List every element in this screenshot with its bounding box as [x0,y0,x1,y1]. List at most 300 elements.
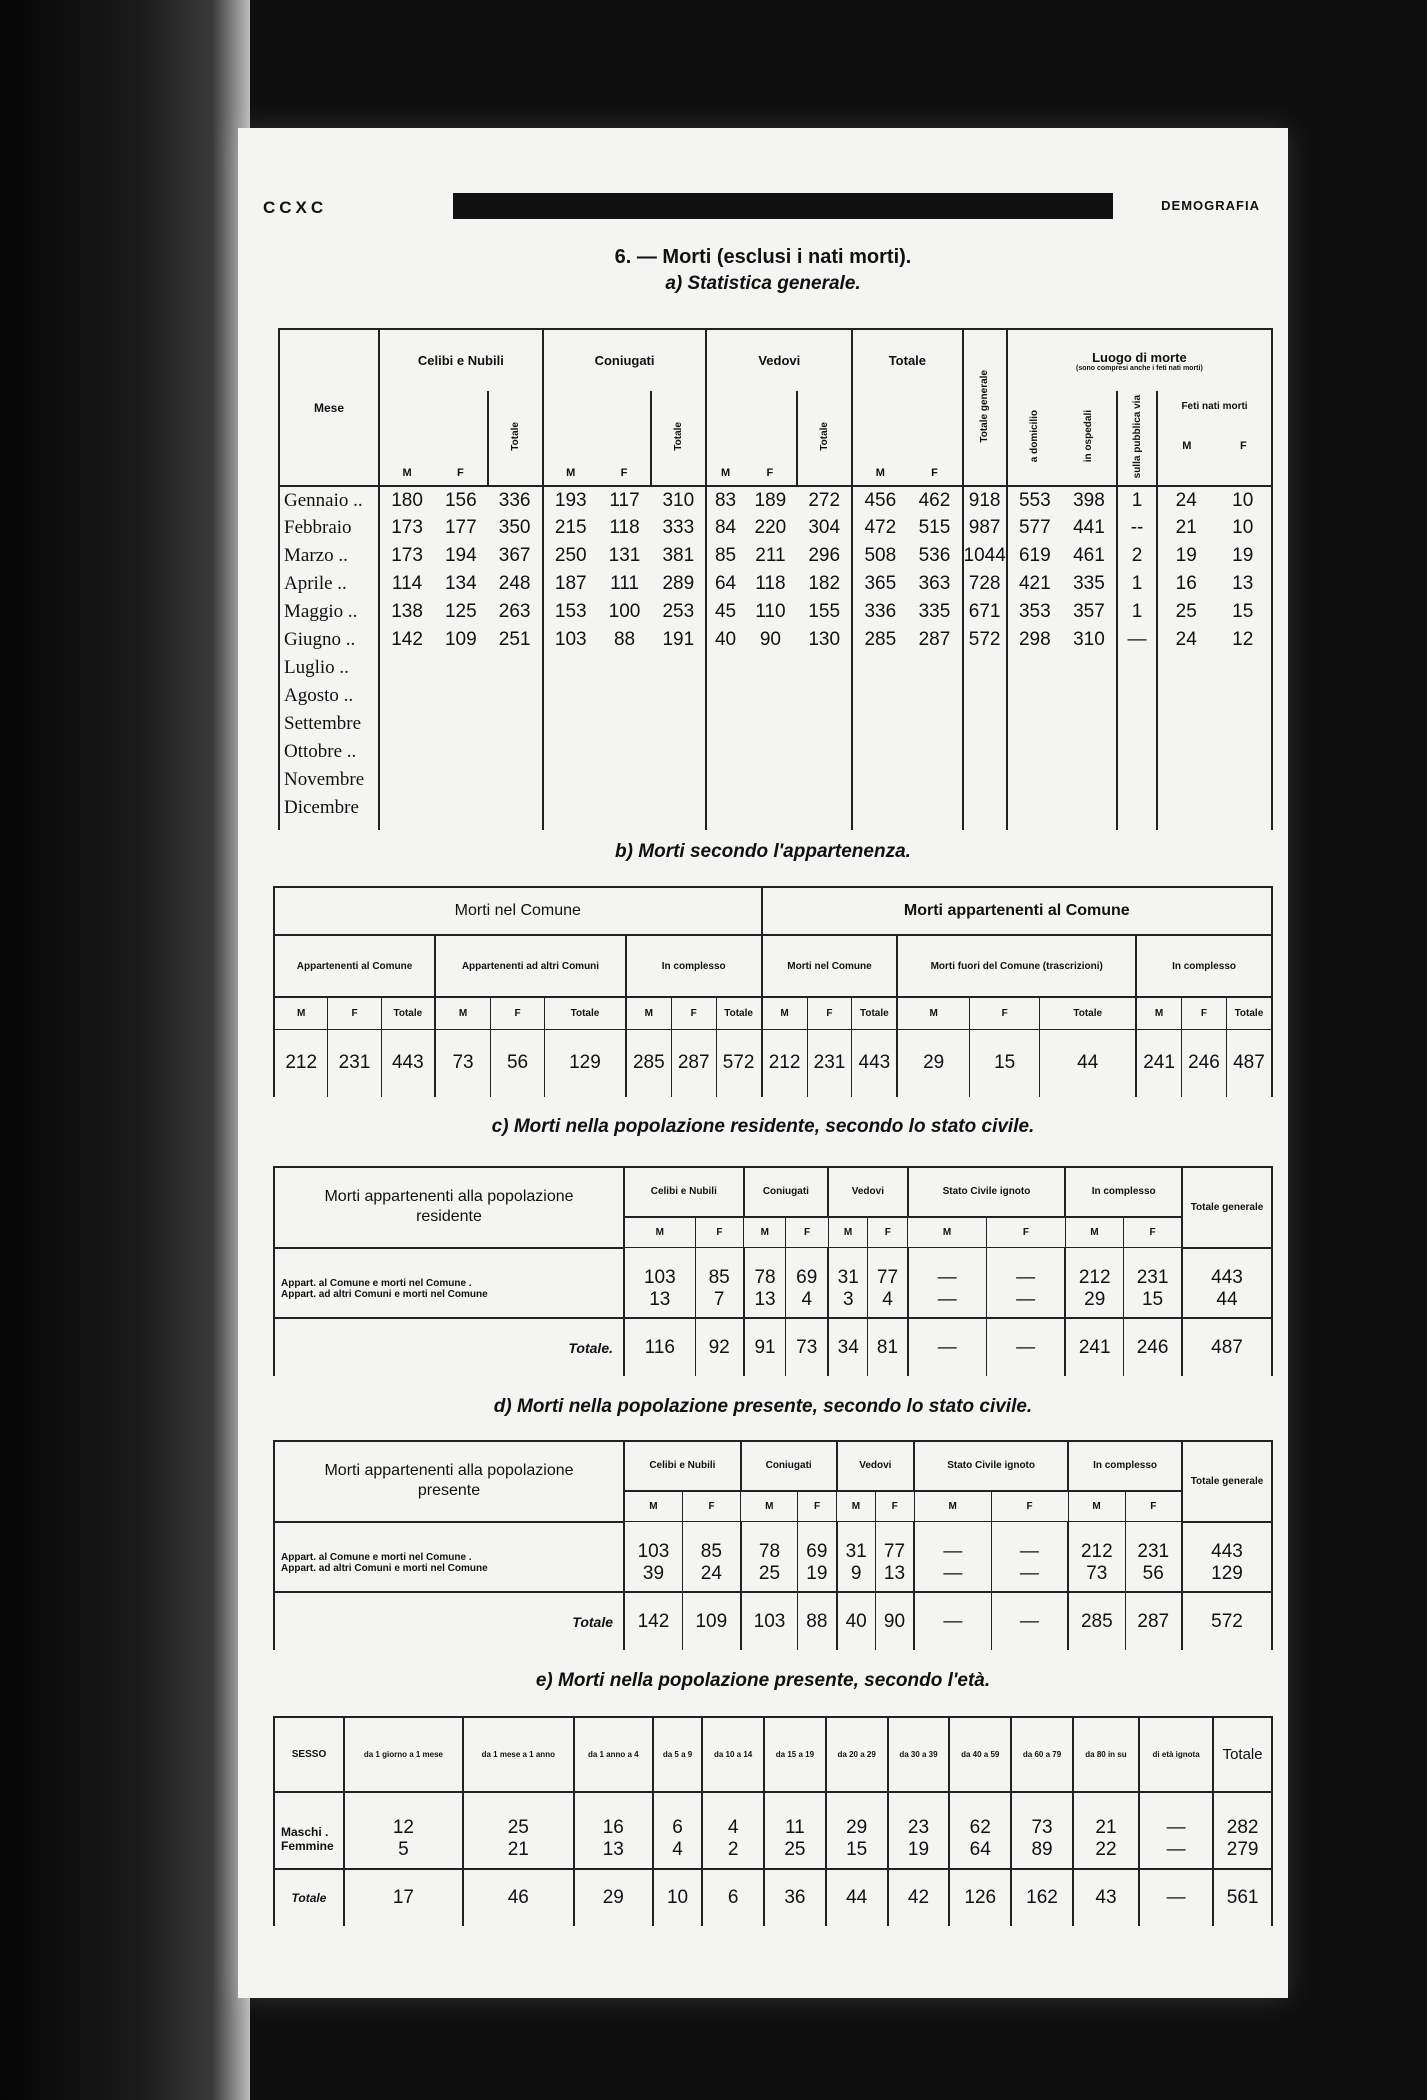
cell-value [706,682,743,710]
filler-cell [651,822,706,830]
cell-value [1157,682,1214,710]
col-mese: Mese [279,329,379,486]
month-label: Giugno .. [279,626,379,654]
cell-value: — [1139,1839,1213,1869]
table-d-body [274,1522,1272,1650]
cell-value [1117,710,1157,738]
month-row [279,514,1272,542]
cell-value: 125 [444,601,477,622]
total-value: 88 [798,1592,837,1650]
cell-value: 15 [826,1839,888,1869]
total-value: 561 [1213,1869,1272,1926]
cell-value [1157,710,1214,738]
cell-value [852,654,907,682]
cell-value: 211 [755,545,786,566]
cell-value: 15 [1214,598,1272,626]
cell-value: 443 [852,1029,897,1097]
cell-value: 212 [1068,1522,1125,1563]
header-ornament-bar [453,193,1113,219]
col-head: Totale [545,997,626,1029]
cell-value [963,766,1007,794]
scan-shadow [0,0,250,2100]
cell-value: 333 [662,517,695,538]
month-label: Novembre [279,766,379,794]
sub-m: M [828,1217,868,1248]
cell-value: 246 [1182,1029,1227,1097]
cell-value: 4 [868,1289,908,1318]
cell-value: 194 [444,545,477,566]
total-value: — [991,1592,1068,1650]
cell-value: 215 [543,514,598,542]
sub-m: M [837,1491,876,1522]
cell-value [379,654,434,682]
cell-value: 365 [852,570,907,598]
cell-value: 5 [344,1839,463,1869]
age-class: da 1 giorno a 1 mese [344,1717,463,1792]
table-c-body [274,1248,1272,1376]
cell-value [706,766,743,794]
cell-value: 441 [1073,517,1105,538]
cell-value [488,794,543,822]
cell-value: 39 [624,1563,682,1592]
cell-value: 4 [702,1792,764,1839]
cell-value: 29 [897,1029,969,1097]
cell-value: 13 [1214,570,1272,598]
month-row [279,570,1272,598]
group-morti-appartenenti: Morti appartenenti al Comune [762,887,1272,935]
cell-value: 335 [1073,573,1105,594]
cell-value [651,654,706,682]
sub-m: M [908,1217,987,1248]
cell-value: 12 [344,1792,463,1839]
cell-value: 24 [1157,626,1214,654]
col-head: F [807,997,852,1029]
sub-f: F [991,1491,1068,1522]
cell-value: 15 [969,1029,1039,1097]
cell-value: -- [1117,514,1157,542]
total-value: 90 [875,1592,914,1650]
table-statistica-generale [278,328,1273,830]
cell-value [797,682,852,710]
cell-value [543,794,598,822]
cell-value [488,682,543,710]
cell-value: 142 [379,626,434,654]
cell-value: — [1117,626,1157,654]
cell-value: 367 [498,545,531,566]
cell-value: 85 [682,1522,740,1563]
month-row [279,766,1272,794]
col-head: M [762,997,807,1029]
cell-value: 191 [662,629,695,650]
cell-value: 69 [786,1248,828,1289]
cell-value: 363 [918,573,951,594]
row-label: Maschi . [274,1792,344,1839]
sub-f: F [1240,440,1247,452]
sub-m: M [741,1491,798,1522]
cell-value: 212 [274,1029,328,1097]
cell-value: 177 [444,517,477,538]
cell-value [488,710,543,738]
cell-value [1117,794,1157,822]
cell-value: 62 [949,1792,1011,1839]
col-head: F [969,997,1039,1029]
cell-value [706,654,743,682]
age-class: da 1 anno a 4 [574,1717,653,1792]
cell-value: 24 [682,1563,740,1592]
cell-value: 88 [613,629,636,650]
cell-value: 536 [918,545,951,566]
cell-value: 83 [706,486,743,514]
cell-value [744,710,797,738]
group-ignoto: Stato Civile ignoto [914,1441,1068,1491]
cell-value: 987 [963,514,1007,542]
total-row [274,1592,1272,1650]
cell-value [907,738,962,766]
sub-m: M [1065,1217,1123,1248]
filler-cell [1214,822,1272,830]
col-totale-generale: Totale generale [1182,1167,1272,1248]
cell-value [1214,654,1272,682]
cell-value [963,794,1007,822]
data-row [274,1289,1272,1318]
cell-value: 456 [852,486,907,514]
sub-f: F [1125,1491,1182,1522]
cell-value [1214,682,1272,710]
cell-value: 130 [808,629,841,650]
sub-m: M [624,1217,695,1248]
total-label: Totale [274,1592,624,1650]
filler-cell [1157,822,1214,830]
total-value: 17 [344,1869,463,1926]
sub-m: M [744,1217,786,1248]
cell-value: 85 [706,542,743,570]
cell-value: 508 [852,542,907,570]
total-value: 36 [764,1869,826,1926]
cell-value: 78 [741,1522,798,1563]
total-value: 162 [1011,1869,1073,1926]
subtitle-a: a) Statistica generale. [665,273,861,294]
cell-value [744,794,797,822]
cell-value: 180 [379,486,434,514]
cell-value: 131 [608,545,641,566]
cell-value: — [914,1522,991,1563]
cell-value: — [914,1563,991,1592]
cell-value: 21 [463,1839,574,1869]
cell-value: 118 [755,573,786,594]
col-totale-generale: Totale generale [1182,1441,1272,1522]
cell-value: 84 [706,514,743,542]
total-label: Totale [274,1869,344,1926]
cell-value [1117,766,1157,794]
cell-value: 231 [1125,1522,1182,1563]
row-label: Appart. ad altri Comuni e morti nel Comune [274,1289,624,1318]
sub-f: F [786,1217,828,1248]
cell-value: 572 [716,1029,761,1097]
cell-value [1007,682,1062,710]
cell-value [598,794,651,822]
col-head: Totale [1040,997,1136,1029]
col-in-ospedali: in ospedali [1083,410,1095,463]
subtitle-d: d) Morti nella popolazione presente, secondo lo stato civile. [493,1396,1033,1417]
cell-value [598,738,651,766]
cell-value: 287 [671,1029,716,1097]
cell-value [543,738,598,766]
cell-value: 16 [1157,570,1214,598]
col-a-domicilio: a domicilio [1029,410,1041,463]
cell-value: 85 [695,1248,744,1289]
cell-value: 13 [875,1563,914,1592]
table-eta [273,1716,1273,1926]
cell-value: 31 [837,1522,876,1563]
sex-row [274,1792,1272,1839]
cell-value [1007,710,1062,738]
col-head: Totale [1226,997,1272,1029]
group-vedovi: Vedovi [828,1167,908,1217]
cell-value [907,794,962,822]
group-celibi: Celibi e Nubili [624,1441,741,1491]
cell-value: 103 [543,626,598,654]
col-head: Totale [381,997,435,1029]
cell-value: 12 [1214,626,1272,654]
cell-value: 350 [498,517,531,538]
sub-m: M [706,391,743,486]
cell-value [379,710,434,738]
sub-m: M [624,1491,682,1522]
cell-value: 173 [379,542,434,570]
cell-value: 24 [1157,486,1214,514]
group-coniugati: Coniugati [741,1441,837,1491]
cell-value: 515 [918,517,951,538]
group-complesso: In complesso [1068,1441,1182,1491]
cell-value: 9 [837,1563,876,1592]
page-number: CCXC [263,198,328,217]
cell-value: 310 [1073,629,1105,650]
sub-totale: Totale [673,422,685,451]
cell-value [598,710,651,738]
filler-cell [744,822,797,830]
age-class: da 30 a 39 [888,1717,950,1792]
cell-value: — [1139,1792,1213,1839]
subtitle-e: e) Morti nella popolazione presente, secondo l'età. [535,1670,991,1691]
cell-value: 231 [1124,1248,1182,1289]
cell-value: 134 [444,573,477,594]
sub-in-complesso-2: In complesso [1136,935,1272,997]
subtitle-b: b) Morti secondo l'appartenenza. [615,841,911,862]
cell-value: — [991,1563,1068,1592]
age-class: da 20 a 29 [826,1717,888,1792]
age-class: da 15 a 19 [764,1717,826,1792]
cell-value [907,654,962,682]
cell-value: 109 [444,629,477,650]
filler-cell [963,822,1007,830]
cell-value: 251 [498,629,531,650]
cell-value [1117,654,1157,682]
cell-value [1117,682,1157,710]
sub-f: F [868,1217,908,1248]
cell-value [852,710,907,738]
table-e-body [274,1792,1272,1926]
cell-value: 231 [807,1029,852,1097]
cell-value: 572 [963,626,1007,654]
cell-value: 73 [435,1029,490,1097]
filler-cell [907,822,962,830]
cell-value: 7 [695,1289,744,1318]
cell-value: 918 [963,486,1007,514]
cell-value: 25 [463,1792,574,1839]
sub-m: M [852,391,907,486]
cell-value: 335 [918,601,951,622]
cell-value: 671 [963,598,1007,626]
cell-value: 462 [907,486,962,514]
filler-cell [379,822,434,830]
cell-value [379,682,434,710]
cell-value [797,654,852,682]
cell-value: 78 [744,1248,786,1289]
cell-value: 114 [379,570,434,598]
cell-value: 25 [1157,598,1214,626]
cell-value [543,710,598,738]
cell-value [1007,766,1062,794]
total-value: 241 [1065,1318,1123,1376]
sub-f: F [986,1217,1065,1248]
main-title: 6. — Morti (esclusi i nati morti). [614,246,912,268]
month-row [279,682,1272,710]
total-value: 91 [744,1318,786,1376]
cell-value: 77 [875,1522,914,1563]
cell-value: 1 [1117,598,1157,626]
filler-row [279,822,1272,830]
cell-value: 212 [762,1029,807,1097]
cell-value: 357 [1073,601,1105,622]
cell-value [907,682,962,710]
table-presente [273,1440,1273,1650]
total-value: 285 [1068,1592,1125,1650]
cell-value [852,794,907,822]
label-residente: Morti appartenenti alla popolazione residente [274,1167,624,1248]
cell-value: 117 [598,486,651,514]
cell-value: 336 [852,598,907,626]
age-class: da 40 a 59 [949,1717,1011,1792]
total-value: 142 [624,1592,682,1650]
group-celibi: Celibi e Nubili [624,1167,744,1217]
cell-value: 110 [755,601,786,622]
cell-value: 21 [1073,1792,1139,1839]
sub-f: F [766,467,774,479]
cell-value: 13 [744,1289,786,1318]
cell-value [488,738,543,766]
cell-value: — [908,1289,987,1318]
cell-value [706,710,743,738]
col-head: F [490,997,544,1029]
col-head: M [626,997,671,1029]
col-head: Totale [716,997,761,1029]
cell-value: 21 [1157,514,1214,542]
cell-value: 1 [1117,486,1157,514]
sub-f: F [682,1491,740,1522]
cell-value: 129 [1182,1563,1272,1592]
cell-value [852,766,907,794]
total-value: — [908,1318,987,1376]
cell-value: 272 [797,486,852,514]
sub-m: M [379,391,434,486]
cell-value [1214,710,1272,738]
cell-value: 220 [754,517,787,538]
month-label: Settembre [279,710,379,738]
row-label: Appart. al Comune e morti nel Comune . [274,1248,624,1289]
cell-value: 56 [1125,1563,1182,1592]
sub-appartenenti-comune: Appartenenti al Comune [274,935,435,997]
total-value: 246 [1124,1318,1182,1376]
luogo-title: Luogo di morte [1092,349,1187,365]
data-row [274,1522,1272,1563]
sub-f: F [695,1217,744,1248]
cell-value [651,766,706,794]
group-coniugati: Coniugati [543,329,707,391]
total-value: 42 [888,1869,950,1926]
cell-value: 282 [1213,1792,1272,1839]
cell-value: 13 [574,1839,653,1869]
month-row [279,598,1272,626]
cell-value: 577 [1007,514,1062,542]
month-label: Aprile .. [279,570,379,598]
cell-value: 100 [608,601,641,622]
cell-value: 56 [490,1029,544,1097]
cell-value: 45 [706,598,743,626]
age-class: da 60 a 79 [1011,1717,1073,1792]
cell-value: 253 [662,601,695,622]
row-label: Appart. ad altri Comuni e morti nel Comune [274,1563,624,1592]
table-a-body [279,486,1272,830]
cell-value: 153 [543,598,598,626]
total-value: 287 [1125,1592,1182,1650]
cell-value [963,710,1007,738]
month-label: Agosto .. [279,682,379,710]
cell-value [1214,738,1272,766]
cell-value [963,654,1007,682]
total-value: 572 [1182,1592,1272,1650]
cell-value: 287 [918,629,951,650]
group-ignoto: Stato Civile ignoto [908,1167,1066,1217]
cell-value [797,738,852,766]
col-head: M [435,997,490,1029]
total-value: 43 [1073,1869,1139,1926]
age-class: da 5 a 9 [653,1717,702,1792]
total-value: 44 [826,1869,888,1926]
cell-value: 64 [706,570,743,598]
cell-value: 1044 [963,542,1007,570]
cell-value [598,654,651,682]
cell-value [434,738,487,766]
data-row [274,1563,1272,1592]
cell-value: 193 [543,486,598,514]
cell-value [434,682,487,710]
cell-value [1214,794,1272,822]
total-value: 34 [828,1318,868,1376]
cell-value [1157,766,1214,794]
month-label: Marzo .. [279,542,379,570]
cell-value: 15 [1124,1289,1182,1318]
sub-f: F [875,1491,914,1522]
filler-cell [598,822,651,830]
cell-value: 443 [1182,1248,1272,1289]
cell-value: 398 [1062,486,1117,514]
cell-value: 553 [1007,486,1062,514]
cell-value: 73 [1068,1563,1125,1592]
month-row [279,794,1272,822]
col-head: M [274,997,328,1029]
sub-f: F [1124,1217,1182,1248]
cell-value: 44 [1040,1029,1136,1097]
